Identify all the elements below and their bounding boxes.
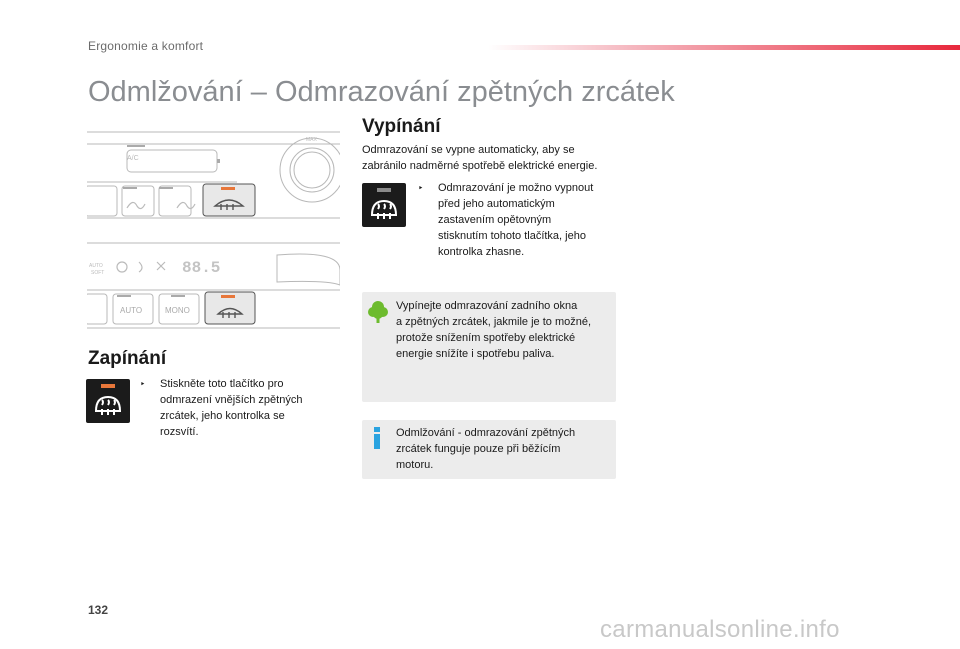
info-line-1: Odmlžování - odmrazování zpětných bbox=[396, 427, 576, 439]
info-line-2: zrcátek funguje pouze při běžícím bbox=[396, 443, 561, 455]
heading-zapinani: Zapínání bbox=[88, 348, 167, 369]
vypinani-line-3: zastavením opětovným bbox=[438, 214, 552, 226]
heading-vypinani: Vypínání bbox=[362, 116, 441, 137]
zapinani-line-4: rozsvítí. bbox=[160, 426, 199, 438]
zapinani-instruction bbox=[140, 376, 340, 442]
bullet-marker: ‣ bbox=[418, 183, 424, 193]
climate-panel-illustration bbox=[87, 130, 340, 330]
eco-tree-icon bbox=[367, 300, 389, 324]
vypinani-line-4: stisknutím tohoto tlačítka, jeho bbox=[438, 230, 586, 242]
mirror-defrost-button-off bbox=[362, 183, 406, 227]
mirror-defrost-icon bbox=[372, 201, 396, 219]
info-panel bbox=[362, 420, 616, 479]
max-label: MAX bbox=[306, 137, 317, 143]
ac-label: A/C bbox=[127, 155, 139, 162]
mirror-defrost-icon bbox=[96, 397, 120, 415]
vypinani-instruction bbox=[418, 180, 618, 262]
bullet-marker: ‣ bbox=[140, 379, 146, 389]
vypinani-intro bbox=[362, 142, 622, 174]
zapinani-line-3: zrcátek, jeho kontrolka se bbox=[160, 410, 285, 422]
page-number: 132 bbox=[88, 603, 109, 617]
indicator-lamp-off bbox=[377, 188, 391, 192]
page-title: Odmlžování – Odmrazování zpětných zrcátek bbox=[88, 76, 675, 108]
vypinani-line-1: Odmrazování je možno vypnout bbox=[438, 182, 594, 194]
auto-button-label: AUTO bbox=[120, 306, 143, 315]
indicator-lamp-on bbox=[101, 384, 115, 388]
watermark: carmanualsonline.info bbox=[600, 616, 840, 643]
vypinani-intro-line-2: zabránilo nadměrné spotřebě elektrické energie. bbox=[362, 160, 598, 172]
display-readout: 88.5 bbox=[182, 259, 221, 277]
vypinani-line-5: kontrolka zhasne. bbox=[438, 246, 525, 258]
vypinani-line-2: před jeho automatickým bbox=[438, 198, 555, 210]
eco-tip-line-2: a zpětných zrcátek, jakmile je to možné, bbox=[396, 316, 592, 328]
eco-tip-panel bbox=[362, 292, 616, 402]
eco-tip-line-4: energie snížíte i spotřebu paliva. bbox=[396, 348, 555, 360]
section-label: Ergonomie a komfort bbox=[88, 39, 204, 53]
info-icon bbox=[372, 427, 382, 449]
zapinani-line-1: Stiskněte toto tlačítko pro bbox=[160, 378, 284, 390]
header-accent-bar bbox=[488, 45, 960, 50]
auto-small-label: AUTO bbox=[89, 263, 103, 269]
mono-button-label: MONO bbox=[165, 306, 190, 315]
mirror-defrost-button-on bbox=[86, 379, 130, 423]
eco-tip-line-1: Vypínejte odmrazování zadního okna bbox=[396, 300, 578, 312]
zapinani-line-2: odmrazení vnějších zpětných bbox=[160, 394, 303, 406]
eco-tip-line-3: protože snížením spotřeby elektrické bbox=[396, 332, 576, 344]
info-line-3: motoru. bbox=[396, 459, 434, 471]
vypinani-intro-line-1: Odmrazování se vypne automaticky, aby se bbox=[362, 144, 575, 156]
soft-label: SOFT bbox=[91, 270, 105, 276]
